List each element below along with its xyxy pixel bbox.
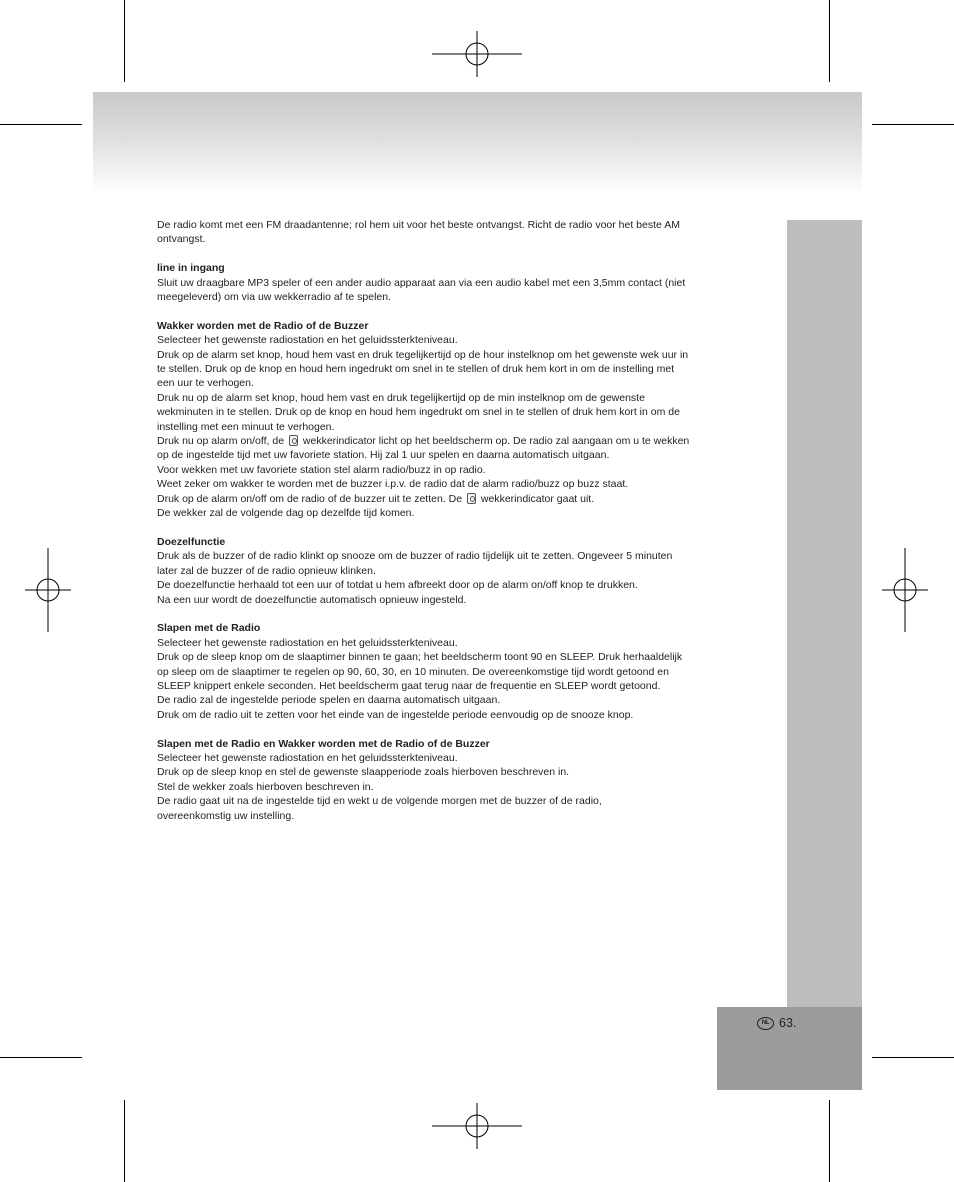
side-tab-band bbox=[787, 220, 862, 1008]
registration-mark-top bbox=[432, 31, 522, 77]
alarm-indicator-icon bbox=[289, 435, 298, 446]
text-line: overeenkomstig uw instelling. bbox=[157, 809, 295, 822]
text-line: Druk op de sleep knop en stel de gewenste slaapperiode zoals hierboven beschreven in. bbox=[157, 766, 570, 779]
text-line: Weet zeker om wakker te worden met de buzzer i.p.v. de radio dat de alarm radio/buzz op buzz staat. bbox=[157, 478, 629, 491]
registration-mark-left bbox=[25, 548, 71, 632]
text-line: een uur te verhogen. bbox=[157, 377, 254, 390]
text-line: Druk op de alarm set knop, houd hem vast en druk tegelijkertijd op de hour instelknop om het gewenste wek uur in bbox=[157, 348, 689, 361]
section-heading-sleep: Slapen met de Radio bbox=[157, 622, 261, 635]
text-line: Stel de wekker zoals hierboven beschreven in. bbox=[157, 780, 374, 793]
text-line: Selecteer het gewenste radiostation en het geluidssterkteniveau. bbox=[157, 751, 458, 764]
registration-mark-right bbox=[882, 548, 928, 632]
crop-mark bbox=[124, 0, 125, 82]
section-heading-snooze: Doezelfunctie bbox=[157, 535, 226, 548]
manual-text bbox=[157, 218, 752, 823]
section-heading-sleep-wake: Slapen met de Radio en Wakker worden met de Radio of de Buzzer bbox=[157, 737, 490, 750]
text-line: Druk als de buzzer of de radio klinkt op snooze om de buzzer of radio tijdelijk uit te zetten. Ongeveer 5 minuten bbox=[157, 550, 673, 563]
text-line: instelling met een minuut te verhogen. bbox=[157, 420, 335, 433]
text-line: wekminuten in te stellen. Druk op de knop en houd hem ingedrukt om snel in te stellen of druk hem kort in om de bbox=[157, 406, 680, 419]
alarm-indicator-icon bbox=[467, 493, 476, 504]
text-line: De radio zal de ingestelde periode spelen en daarna automatisch uitgaan. bbox=[157, 694, 501, 707]
text-line: op de ingestelde tijd met uw favoriete station. Hij zal 1 uur spelen en daarna automatisch uitgaan. bbox=[157, 449, 610, 462]
text-line: Sluit uw draagbare MP3 speler of een ander audio apparaat aan via een audio kabel met een 3,5mm contact (niet bbox=[157, 276, 686, 289]
section-heading-line-in: line in ingang bbox=[157, 262, 225, 275]
text-line: De doezelfunctie herhaald tot een uur of totdat u hem afbreekt door op de alarm on/off knop te drukken. bbox=[157, 579, 638, 592]
text-line: Na een uur wordt de doezelfunctie automatisch opnieuw ingesteld. bbox=[157, 593, 467, 606]
text-line: Druk nu op de alarm set knop, houd hem vast en druk tegelijkertijd op de min instelknop om de gewenste bbox=[157, 391, 645, 404]
crop-mark bbox=[0, 1057, 82, 1058]
intro-line: ontvangst. bbox=[157, 233, 206, 246]
text-line: Druk op de alarm on/off om de radio of de buzzer uit te zetten. De wekkerindicator gaat uit. bbox=[157, 492, 595, 505]
text-line: meegeleverd) om via uw wekkerradio af te spelen. bbox=[157, 291, 392, 304]
text-line: later zal de buzzer of de radio opnieuw klinken. bbox=[157, 564, 376, 577]
text-line: Selecteer het gewenste radiostation en het geluidssterkteniveau. bbox=[157, 334, 458, 347]
crop-mark bbox=[124, 1100, 125, 1182]
text-line: Druk om de radio uit te zetten voor het einde van de ingestelde periode eenvoudig op de snooze knop. bbox=[157, 708, 634, 721]
text-line: Druk nu op alarm on/off, de wekkerindicator licht op het beeldscherm op. De radio zal aangaan om u te wekken bbox=[157, 435, 690, 448]
registration-mark-bottom bbox=[432, 1103, 522, 1149]
intro-line: De radio komt met een FM draadantenne; rol hem uit voor het beste ontvangst. Richt de radio voor het beste AM bbox=[157, 219, 680, 231]
text-line: De wekker zal de volgende dag op dezelfde tijd komen. bbox=[157, 507, 415, 520]
text-line: te stellen. Druk op de knop en houd hem ingedrukt om snel in te stellen of druk hem kort in om de instelling met bbox=[157, 363, 675, 376]
text-line: SLEEP knippert enkele seconden. Het beeldscherm gaat terug naar de frequentie en SLEEP wordt getoond. bbox=[157, 679, 661, 692]
language-badge: NL bbox=[757, 1017, 774, 1030]
text-line: Voor wekken met uw favoriete station stel alarm radio/buzz in op radio. bbox=[157, 463, 486, 476]
text-line: De radio gaat uit na de ingestelde tijd en wekt u de volgende morgen met de buzzer of de radio, bbox=[157, 795, 602, 808]
header-gradient-band bbox=[93, 92, 862, 194]
text-line: Druk op de sleep knop om de slaaptimer binnen te gaan; het beeldscherm toont 90 en SLEEP. Druk herhaaldelijk bbox=[157, 651, 683, 664]
page-number-text: 63. bbox=[779, 1016, 797, 1030]
text-line: Selecteer het gewenste radiostation en het geluidssterkteniveau. bbox=[157, 636, 458, 649]
crop-mark bbox=[872, 124, 954, 125]
crop-mark bbox=[829, 0, 830, 82]
text-line: op sleep om de slaaptimer te regelen op 90, 60, 30, en 10 minuten. De overeenkomstige tijd wordt getoond en bbox=[157, 665, 669, 678]
section-heading-wake: Wakker worden met de Radio of de Buzzer bbox=[157, 319, 369, 332]
page-number bbox=[757, 1016, 796, 1030]
crop-mark bbox=[829, 1100, 830, 1182]
crop-mark bbox=[872, 1057, 954, 1058]
crop-mark bbox=[0, 124, 82, 125]
